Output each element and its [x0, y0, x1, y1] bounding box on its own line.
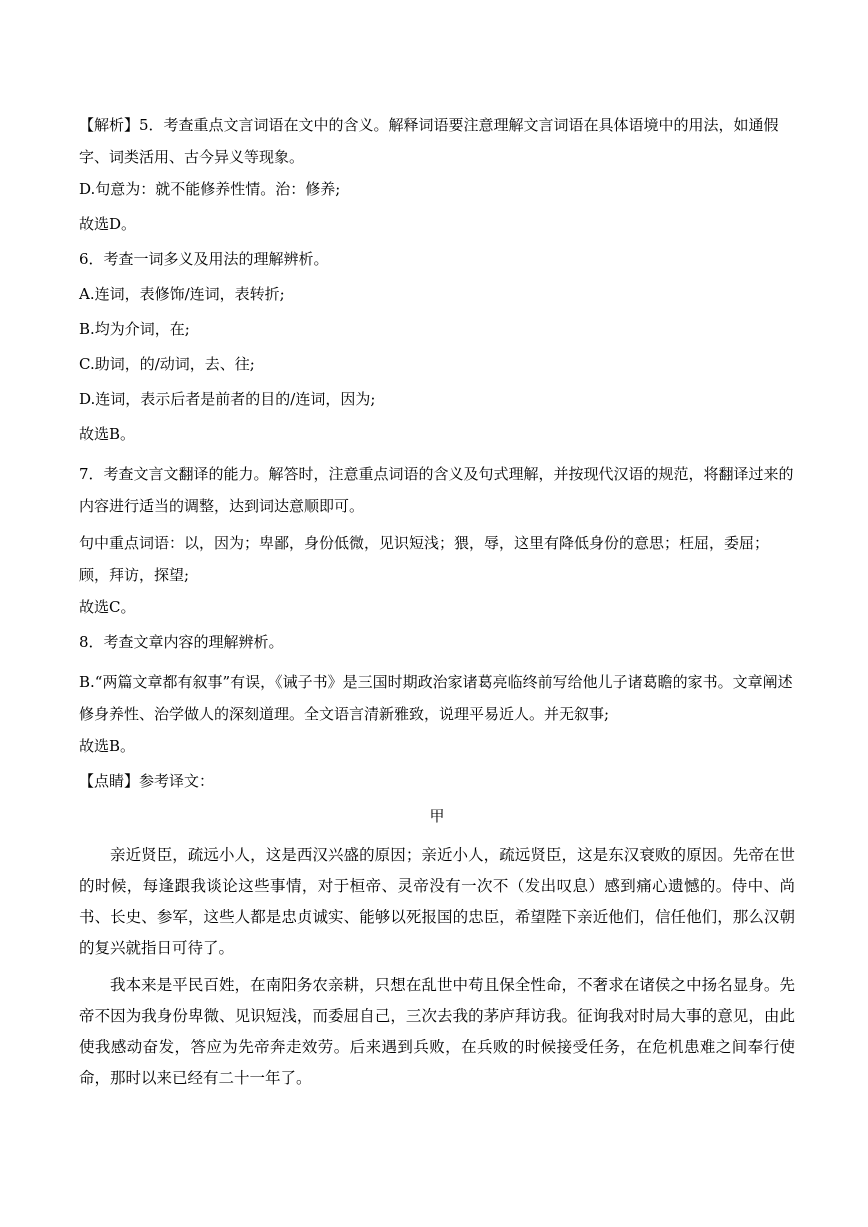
q5-analysis-intro: 【解析】5．考查重点文言词语在文中的含义。解释词语要注意理解文言词语在具体语境中的用法，如通假字、词类活用、古今异义等现象。	[79, 116, 779, 166]
q5-option-d: D.句意为：就不能修养性情。治：修养;	[79, 180, 341, 198]
q6-option-a: A.连词，表修饰/连词，表转折;	[79, 285, 285, 303]
q8-answer: 故选B。	[79, 737, 136, 755]
translation-paragraph-2: 我本来是平民百姓，在南阳务农亲耕，只想在乱世中苟且保全性命，不奢求在诸侯之中扬名显身。先帝不因为我身份卑微、见识短浅，而委屈自己，三次去我的茅庐拜访我。征询我对时局大事的意见，由此使我感动奋发，答应为先帝奔走效劳。后来遇到兵败，在兵败的时候接受任务，在危机患难之间奉行使命，那时以来已经有二十一年了。	[79, 976, 795, 1087]
q5-answer: 故选D。	[79, 215, 137, 233]
comment-heading: 【点睛】参考译文：	[79, 772, 215, 790]
translation-title: 甲	[429, 807, 445, 825]
q6-option-b: B.均为介词，在;	[79, 320, 190, 338]
q8-option-b: B.“两篇文章都有叙事”有误，《诫子书》是三国时期政治家诸葛亮临终前写给他儿子诸葛瞻的家书。文章阐述修身养性、治学做人的深刻道理。全文语言清新雅致，说理平易近人。并无叙事;	[79, 673, 793, 723]
document-page	[79, 109, 795, 1100]
q8-analysis-intro: 8．考查文章内容的理解辨析。	[79, 633, 284, 651]
q7-analysis-intro: 7．考查文言文翻译的能力。解答时，注意重点词语的含义及句式理解，并按现代汉语的规范，将翻译过来的内容进行适当的调整，达到词达意顺即可。	[79, 465, 794, 515]
q6-option-d: D.连词，表示后者是前者的目的/连词，因为;	[79, 390, 376, 408]
q6-option-c: C.助词，的/动词，去、往;	[79, 355, 255, 373]
q6-answer: 故选B。	[79, 425, 136, 443]
q7-answer: 故选C。	[79, 598, 136, 616]
translation-paragraph-1: 亲近贤臣，疏远小人，这是西汉兴盛的原因；亲近小人，疏远贤臣，这是东汉衰败的原因。先帝在世的时候，每逢跟我谈论这些事情，对于桓帝、灵帝没有一次不（发出叹息）感到痛心遗憾的。侍中、尚书、长史、参军，这些人都是忠贞诚实、能够以死报国的忠臣，希望陛下亲近他们，信任他们，那么汉朝的复兴就指日可待了。	[79, 846, 795, 957]
q6-analysis-intro: 6．考查一词多义及用法的理解辨析。	[79, 250, 329, 268]
q7-keywords: 句中重点词语：以，因为；卑鄙，身份低微，见识短浅；猥，辱，这里有降低身份的意思；枉屈，委屈；顾，拜访，探望;	[79, 534, 770, 584]
